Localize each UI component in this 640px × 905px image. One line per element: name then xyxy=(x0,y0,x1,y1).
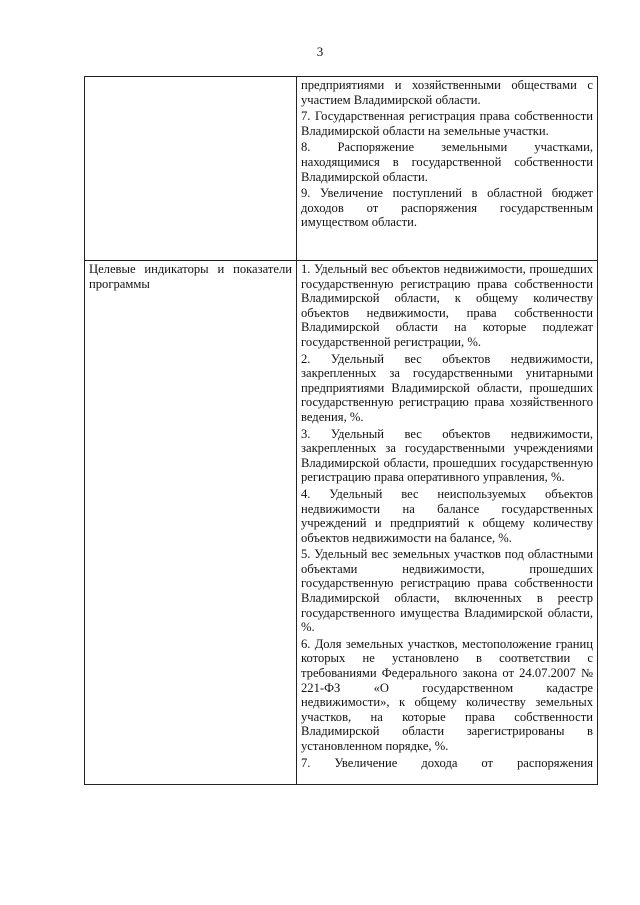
row-label-cell xyxy=(85,261,297,785)
list-item: 5. Удельный вес земельных участков под областными объектами недвижимости, прошедших государственную регистрацию права собственности Владимирской области, включенных в реестр государственного имущества Владимирской области, %. xyxy=(301,547,593,635)
table-row-continuation xyxy=(85,77,598,261)
list-item: 8. Распоряжение земельными участками, находящимися в государственной собственности Владимирской области. xyxy=(301,140,593,184)
row-label: Целевые индикаторы и показатели программы xyxy=(89,262,292,291)
table-row-indicators xyxy=(85,261,598,785)
row-content-cell xyxy=(297,261,598,785)
page-number: 3 xyxy=(316,44,324,59)
list-item: предприятиями и хозяйственными обществами с участием Владимирской области. xyxy=(301,78,593,107)
list-item: 7. Государственная регистрация права собственности Владимирской области на земельные участки. xyxy=(301,109,593,138)
list-item: 6. Доля земельных участков, местоположение границ которых не установлено в соответствии с требованиями Федерального закона от 24.07.2007 № 221-ФЗ «О государственном кадастре недвижимости», к общему количеству земельных участков, на которые права собственности Владимирской области зарегистрированы в установленном порядке, %. xyxy=(301,636,593,753)
list-item: 4. Удельный вес неиспользуемых объектов недвижимости на балансе государственных учреждений и предприятий к общему количеству объектов недвижимости на балансе, %. xyxy=(301,486,593,545)
list-item: 1. Удельный вес объектов недвижимости, прошедших государственную регистрацию права собственности Владимирской области, к общему количеству объектов недвижимости, права собственности Владимирской области на которые подлежат государственной регистрации, %. xyxy=(301,262,593,349)
row-content-cell xyxy=(297,77,598,261)
list-item: 2. Удельный вес объектов недвижимости, закрепленных за государственными унитарными предприятиями Владимирской области, прошедших государственную регистрацию права хозяйственного ведения, %. xyxy=(301,351,593,424)
list-item: 9. Увеличение поступлений в областной бюджет доходов от распоряжения государственным имуществом области. xyxy=(301,186,593,230)
list-item: 3. Удельный вес объектов недвижимости, закрепленных за государственными учреждениями Владимирской области, прошедших государственную регистрацию права оперативного управления, %. xyxy=(301,426,593,485)
list-item-truncated: 7. Увеличение дохода от распоряжения xyxy=(301,755,593,770)
program-passport-table xyxy=(84,76,598,785)
row-label-empty xyxy=(85,77,297,261)
